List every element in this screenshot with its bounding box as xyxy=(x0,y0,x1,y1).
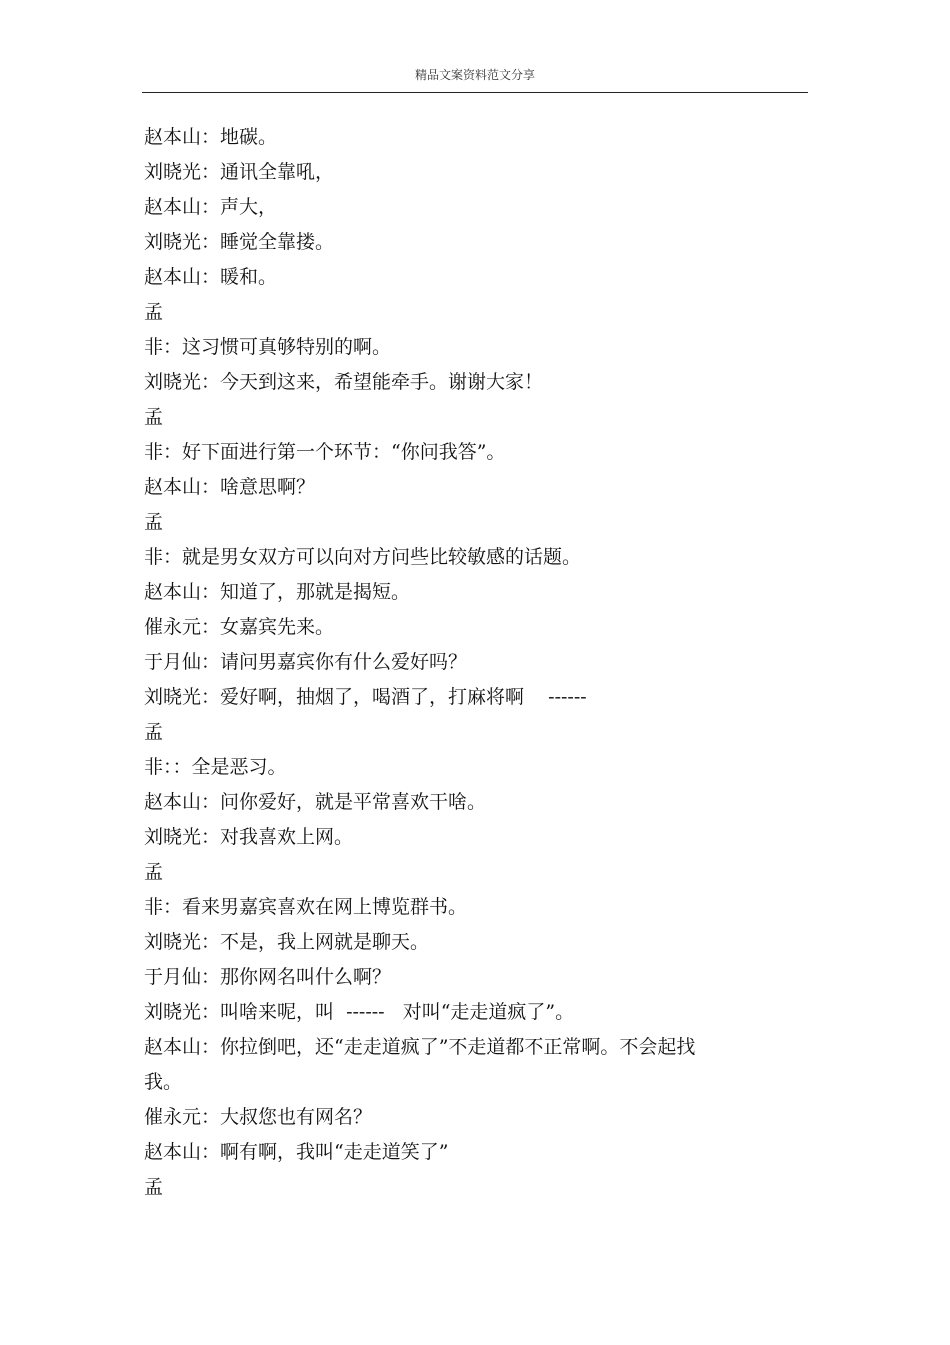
dialogue-line: 赵本山：啊有啊，我叫“走走道笑了” xyxy=(144,1141,449,1163)
dialogue-line: 刘晓光：爱好啊，抽烟了，喝酒了，打麻将啊 ------ xyxy=(144,686,587,708)
dialogue-body xyxy=(144,120,784,1205)
dialogue-line: 刘晓光：今天到这来，希望能牵手。谢谢大家！ xyxy=(144,371,544,393)
dialogue-line: 赵本山：问你爱好，就是平常喜欢干啥。 xyxy=(144,791,487,813)
dialogue-line: 赵本山：知道了，那就是揭短。 xyxy=(144,581,411,603)
dialogue-line: 孟 xyxy=(144,511,164,533)
dialogue-line: 非：：全是恶习。 xyxy=(144,756,287,778)
dialogue-line: 孟 xyxy=(144,721,164,743)
page-header xyxy=(142,66,808,93)
dialogue-line: 我。 xyxy=(144,1071,183,1093)
dialogue-line: 刘晓光：不是，我上网就是聊天。 xyxy=(144,931,430,953)
dialogue-line: 赵本山：啥意思啊？ xyxy=(144,476,316,498)
dialogue-line: 刘晓光：睡觉全靠搂。 xyxy=(144,231,335,253)
dialogue-line: 赵本山：声大， xyxy=(144,196,278,218)
dialogue-line: 于月仙：请问男嘉宾你有什么爱好吗？ xyxy=(144,651,468,673)
dialogue-line: 非：好下面进行第一个环节：“你问我答”。 xyxy=(144,441,506,463)
dialogue-line: 催永元：女嘉宾先来。 xyxy=(144,616,335,638)
dialogue-line: 刘晓光：通讯全靠吼， xyxy=(144,161,335,183)
dialogue-line: 非：看来男嘉宾喜欢在网上博览群书。 xyxy=(144,896,468,918)
dialogue-line: 孟 xyxy=(144,1176,164,1198)
dialogue-line: 孟 xyxy=(144,861,164,883)
header-title: 精品文案资料范文分享 xyxy=(414,68,535,82)
dialogue-line: 非：就是男女双方可以向对方问些比较敏感的话题。 xyxy=(144,546,582,568)
dialogue-line: 刘晓光：叫啥来呢，叫 ------ 对叫“走走道疯了”。 xyxy=(144,1001,575,1023)
dialogue-line: 赵本山：暖和。 xyxy=(144,266,278,288)
dialogue-line: 赵本山：你拉倒吧，还“走走道疯了”不走道都不正常啊。不会起找 xyxy=(144,1036,696,1058)
dialogue-line: 催永元：大叔您也有网名？ xyxy=(144,1106,373,1128)
dialogue-line: 刘晓光：对我喜欢上网。 xyxy=(144,826,354,848)
dialogue-line: 非：这习惯可真够特别的啊。 xyxy=(144,336,392,358)
dialogue-line: 于月仙：那你网名叫什么啊？ xyxy=(144,966,392,988)
dialogue-line: 赵本山：地碳。 xyxy=(144,126,278,148)
dialogue-line: 孟 xyxy=(144,406,164,428)
dialogue-line: 孟 xyxy=(144,301,164,323)
